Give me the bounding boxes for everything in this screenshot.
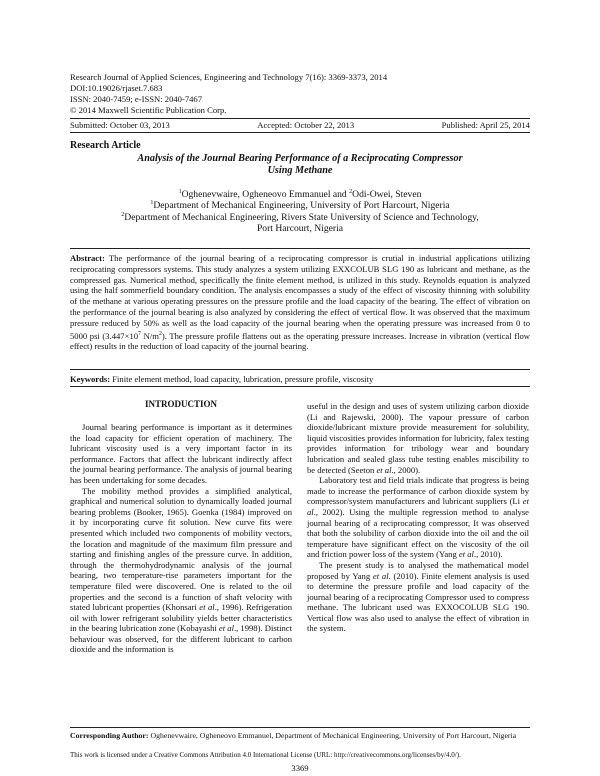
keywords-rule: [70, 386, 530, 387]
dates-row: [70, 120, 530, 130]
title-line-1: Analysis of the Journal Bearing Performance of a Reciprocating Compressor: [137, 153, 463, 164]
affiliation-2-line2: Port Harcourt, Nigeria: [256, 223, 344, 235]
issn: ISSN: 2040-7459; e-ISSN: 2040-7467: [70, 94, 203, 104]
corresponding-author: Corresponding Author: Oghenevwaire, Ogheneovo Emmanuel, Department of Mechanical Engineering, University of Port Harcourt, Nigeria: [70, 731, 517, 740]
affiliation-2: $^2$Department of Mechanical Engineering, Rivers State University of Science and Technology,: [121, 211, 479, 223]
authors-block: [70, 189, 530, 235]
introduction-heading: INTRODUCTION: [144, 399, 217, 409]
header-rule-top: [70, 118, 530, 119]
header-rule-bottom: [70, 132, 530, 133]
abstract-rule-bottom: [70, 369, 530, 370]
doi: DOI:10.19026/rjaset.7.683: [70, 83, 163, 93]
abstract-label: Abstract:: [70, 253, 105, 263]
keywords: Keywords: Finite element method, load capacity, lubrication, pressure profile, viscosity: [70, 374, 374, 384]
published-date: Published: April 25, 2014: [441, 120, 530, 130]
article-title: [70, 153, 530, 177]
intro-paragraph-1: Journal bearing performance is important as it determines the load capacity for efficient operation of machinery. The lubricant viscosity used is a very important factor in its performance. Factors that affect the lubricant indirectly affect the journal bearing performance. The analysis of journal bearing has been undertaking for some decades.: [70, 422, 292, 485]
intro-paragraph-2: The mobility method provides a simplified analytical, graphical and numerical solution to dynamically loaded journal bearing problems (Booker, 1965). Goenka (1984) improved on it by incorporating curve fit solution. New curve fits were presented which included two components of mobility vectors, the location and magnitude of the maximum film pressure and starting and finishing angles of the pressure curve. In addition, through the thermohydrodynamic analysis of the journal bearing, two temperature-rise parameters important for the temperature filed were discovered. One is related to the oil properties and the second is a function of shaft velocity with stated lubricant properties (Khonsari et al., 1996). Refrigeration oil with lower refrigerant solubility yields better characteristics in the bearing lubrication zone (Kobayashi et al., 1998). Distinct behaviour was observed, for the different lubricant to carbon dioxide and the information is: [70, 485, 292, 655]
license-note: This work is licensed under a Creative Commons Attribution 4.0 International License (URL: http://creativecommons.org/licenses/by/4.0/).: [70, 751, 461, 759]
intro-paragraph-4: Laboratory test and field trials indicate that progress is being made to increase the performance of carbon dioxide system by compressor/system manufacturers and lubricant suppliers (Li et al., 2002). Using the multiple regression method to analyse journal bearing of a reciprocating compressor, It was observed that both the solubility of carbon dioxide into the oil and the oil temperature have significant effect on the viscosity of the oil and friction power loss of the system (Yang et al., 2010).: [307, 475, 529, 560]
right-column: [307, 401, 529, 634]
footer-rule: [70, 727, 530, 728]
article-type: Research Article: [70, 140, 141, 151]
left-column: [70, 414, 292, 655]
submitted-date: Submitted: October 03, 2013: [70, 120, 170, 130]
accepted-date: Accepted: October 22, 2013: [257, 120, 355, 130]
page-number: 3369: [291, 763, 309, 773]
title-line-2: Using Methane: [267, 165, 333, 176]
intro-paragraph-3: useful in the design and uses of system utilizing carbon dioxide (Li and Rajewski, 2000). The vapour pressure of carbon dioxide/lubricant mixture provide measurement for solubility, liquid viscosities provides information for lubricity, falex testing provides information for tribology wear and boundary lubrication and sealed glass tube testing enables miscibility to be detected (Seeton et al., 2000).: [307, 401, 529, 475]
abstract-rule-top: [70, 248, 530, 249]
copyright: © 2014 Maxwell Scientific Publication Corp.: [70, 105, 227, 115]
abstract: Abstract: The performance of the journal bearing of a reciprocating compressor is crutial in industrial applications utilizing reciprocating compressors systems. This study analyzes a system utilizing EXXCOLUB SLG 190 as lubricant and methane, as the compressed gas. Numerical method, specifically the finite element method, is utilized in this study. Reynolds equation is analyzed using the half sommerfield boundary condition. The analysis encompasses a study of the effect of viscosity thinning with solubility of the methane at various operating pressures on the pressure profile and the load capacity of the bearing. The effect of vibration on the performance of the journal bearing is also analyzed by considering the effect of vertical flow. It was observed that the maximum pressure reduced by 50% as well as the load capacity of the journal bearing when the operating pressure was increased from 0 to 5000 psi ($3.447\times 10^7$ $N/m^2$). The pressure profile flattens out as the operating pressure increases. Increase in vibration (vertical flow effect) results in the reduction of load capacity of the journal bearing.: [70, 253, 530, 352]
keywords-label: Keywords:: [70, 374, 111, 384]
author-line: $^1$Oghenevwaire, Ogheneovo Emmanuel and $^2$Odi-Owei, Steven: [178, 188, 422, 200]
affiliation-1: $^1$Department of Mechanical Engineering, University of Port Harcourt, Nigeria: [150, 200, 450, 212]
journal-citation: Research Journal of Applied Sciences, Engineering and Technology 7(16): 3369-3373, 2014: [70, 72, 388, 82]
intro-paragraph-5: The present study is to analysed the mathematical model proposed by Yang et al. (2010). Finite element analysis is used to determine the pressure profile and load capacity of the journal bearing of a reciprocating Compressor used to compress methane. The lubricant used was EXXOCOLUB SLG 190. Vertical flow was also used to analyse the effect of vibration in the system.: [307, 559, 529, 634]
